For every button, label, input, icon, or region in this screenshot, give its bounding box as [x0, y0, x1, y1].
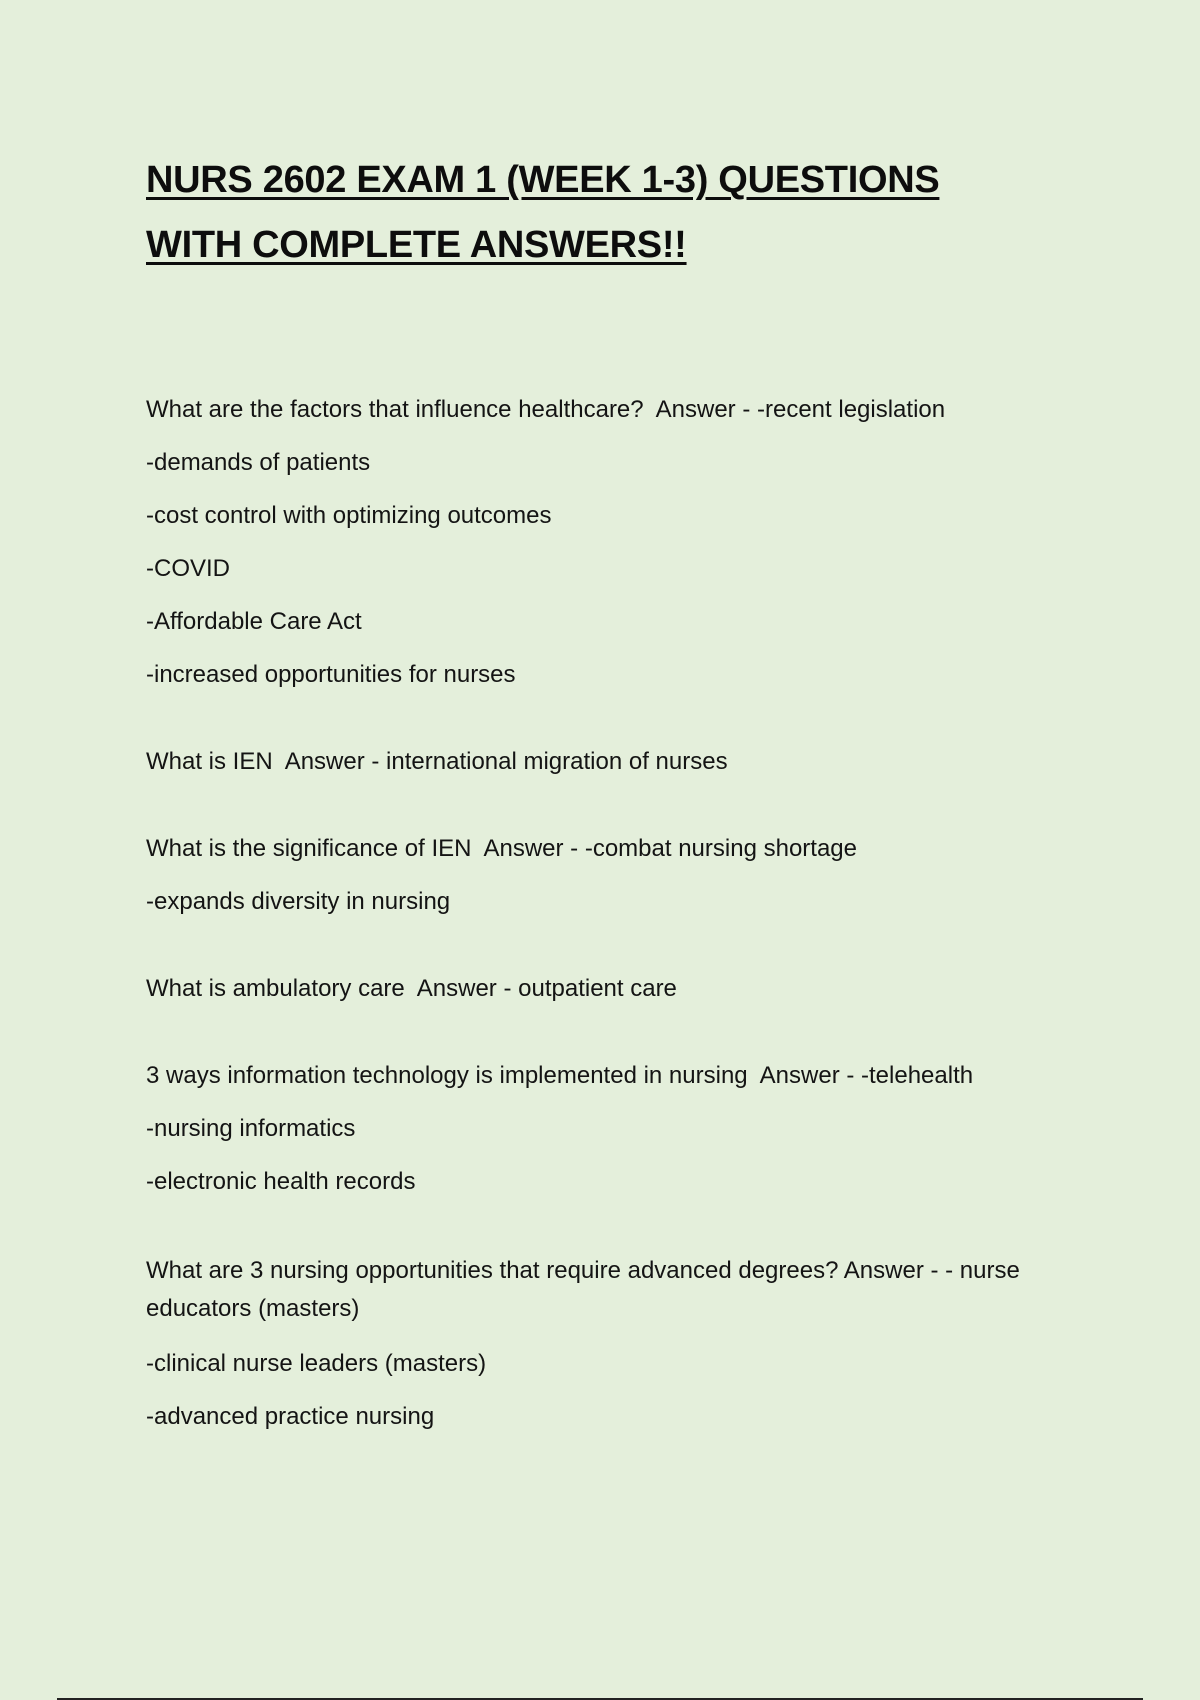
answer-line: -COVID [146, 555, 230, 582]
answer-line: -clinical nurse leaders (masters) [146, 1350, 487, 1377]
qa-item-factors [146, 393, 1076, 692]
qa-item-ien-significance [146, 832, 1076, 919]
question-line: What are the factors that influence healthcare? Answer - -recent legislation [146, 396, 946, 423]
page-title [146, 148, 1106, 278]
answer-line: -cost control with optimizing outcomes [146, 502, 552, 529]
answer-line: -nursing informatics [146, 1115, 356, 1142]
question-line: What are 3 nursing opportunities that require advanced degrees? Answer - - nurse educators (masters) [146, 1257, 1020, 1322]
answer-line: -expands diversity in nursing [146, 888, 451, 915]
title-line-1: NURS 2602 EXAM 1 (WEEK 1-3) QUESTIONS [146, 159, 940, 201]
qa-list [146, 393, 1076, 1487]
qa-item-advanced-degrees [146, 1252, 1076, 1434]
title-line-2: WITH COMPLETE ANSWERS!! [146, 224, 687, 266]
answer-line: -Affordable Care Act [146, 608, 362, 635]
qa-item-ien [146, 745, 1076, 779]
qa-item-ambulatory-care [146, 972, 1076, 1006]
question-line: 3 ways information technology is implemented in nursing Answer - -telehealth [146, 1062, 974, 1089]
answer-line: -electronic health records [146, 1168, 416, 1195]
question-line: What is ambulatory care Answer - outpatient care [146, 975, 677, 1002]
question-line: What is the significance of IEN Answer - -combat nursing shortage [146, 835, 857, 862]
answer-line: -demands of patients [146, 449, 371, 476]
qa-item-information-technology [146, 1059, 1076, 1199]
answer-line: -advanced practice nursing [146, 1403, 435, 1430]
question-line: What is IEN Answer - international migration of nurses [146, 748, 728, 775]
answer-line: -increased opportunities for nurses [146, 661, 516, 688]
